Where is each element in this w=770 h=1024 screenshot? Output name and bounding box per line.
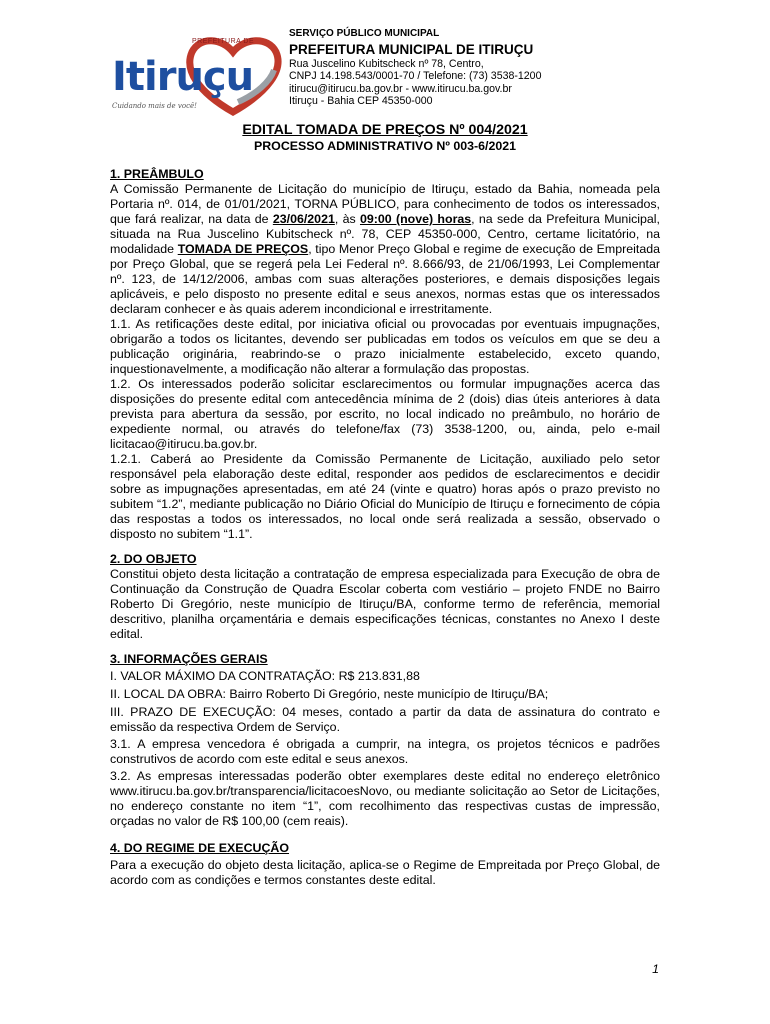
objeto-paragraph: Constitui objeto desta licitação a contratação de empresa especializada para Execução de obra de Continuação da Construção de Quadra Escolar coberta com vestiário – projeto FNDE no Bairro Roberto Di Gregório, neste município de Itiruçu/BA, conforme termo de referência, memorial descritivo, planilha orçamentária e demais especificações técnicas, constantes no Anexo I deste edital. <box>110 567 660 641</box>
item-i: I. VALOR MÁXIMO DA CONTRATAÇÃO: R$ 213.831,88 <box>110 669 420 683</box>
text-span: , às <box>334 212 360 226</box>
cnpj-line: CNPJ 14.198.543/0001-70 / Telefone: (73) 3538-1200 <box>289 70 542 82</box>
item-iii: III. PRAZO DE EXECUÇÃO: 04 meses, contado a partir da data de assinatura do contrato e emissão da respectiva Ordem de Serviço. <box>110 705 660 734</box>
logo-city-name: Itiruçu <box>112 54 254 100</box>
section-heading-objeto: 2. DO OBJETO <box>110 552 197 566</box>
city-cep-line: Itiruçu - Bahia CEP 45350-000 <box>289 95 433 107</box>
item-ii: II. LOCAL DA OBRA: Bairro Roberto Di Gregório, neste município de Itiruçu/BA; <box>110 687 549 701</box>
document-body <box>110 167 660 888</box>
session-time: 09:00 (nove) horas <box>359 212 472 226</box>
text-span: , tipo Menor Preço Global e regime de execução de Empreitada por Preço Global, que se regerá pela Lei Federal nº. 8.666/93, de 21/06/1993, Lei Complementar nº. 123, de 14/12/2006, ambas com suas alterações posteriores, e demais disposições legais aplicáveis, e pelo disposto no presente edital e seus anexos, normas estas que os interessados declaram conhecer e às quais aderem incondicional e irrestritamente. <box>110 242 660 316</box>
modality: TOMADA DE PREÇOS <box>177 242 309 256</box>
address-line: Rua Juscelino Kubitscheck nº 78, Centro, <box>289 57 484 70</box>
document-title: EDITAL TOMADA DE PREÇOS Nº 004/2021 <box>242 122 528 138</box>
letterhead <box>108 26 668 110</box>
regime-paragraph: Para a execução do objeto desta licitação, aplica-se o Regime de Empreitada por Preço Global, de acordo com as condições e termos constantes deste edital. <box>110 858 660 887</box>
logo-slogan: Cuidando mais de você! <box>112 102 197 110</box>
document-subtitle: PROCESSO ADMINISTRATIVO Nº 003-6/2021 <box>253 139 517 153</box>
contact-line: itirucu@itirucu.ba.gov.br - www.itirucu.ba.gov.br <box>289 82 512 95</box>
clause-3-1: 3.1. A empresa vencedora é obrigada a cumprir, na integra, os projetos técnicos e padrões construtivos de acordo com este edital e seus anexos. <box>110 737 660 766</box>
session-date: 23/06/2021 <box>272 212 335 226</box>
text-span: , na sede da Prefeitura Municipal, situada na Rua Juscelino Kubitscheck nº. 78, CEP 45350-000, Centro, certame licitatório, na modalidade <box>110 212 661 256</box>
page-number: 1 <box>652 962 659 976</box>
logo-prefeitura-text: PREFEITURA DE <box>192 38 255 45</box>
text-span: A Comissão Permanente de Licitação do município de Itiruçu, estado da Bahia, nomeada pela Portaria nº. 014, de 01/01/2021, TORNA PÚBLICO, para conhecimento de todos os interessados, que fará realizar, na data de <box>110 182 660 226</box>
letterhead-info <box>289 28 541 108</box>
clause-3-2: 3.2. As empresas interessadas poderão obter exemplares deste edital no endereço eletrônico www.itirucu.ba.gov.br/transparencia/licitacoesNovo, ou mediante solicitação ao Setor de Licitações, no endereço constante no item “1”, com recolhimento das respectivas custas de impressão, orçadas no valor de R$ 100,00 (cem reais). <box>110 769 660 828</box>
section-heading-informacoes: 3. INFORMAÇÕES GERAIS <box>110 652 268 666</box>
service-label: SERVIÇO PÚBLICO MUNICIPAL <box>289 28 440 39</box>
preambulo-paragraph <box>110 182 660 317</box>
clause-1-2: 1.2. Os interessados poderão solicitar esclarecimentos ou formular impugnações acerca das disposições do presente edital com antecedência mínima de 2 (dois) dias úteis anteriores à data prevista para abertura da sessão, por escrito, no local indicado no preâmbulo, no horário de expediente normal, ou através do telefone/fax (73) 3538-1200, ou, ainda, pelo e-mail licitacao@itirucu.ba.gov.br. <box>110 377 660 451</box>
municipality-name: PREFEITURA MUNICIPAL DE ITIRUÇU <box>289 41 534 57</box>
section-heading-regime: 4. DO REGIME DE EXECUÇÃO <box>110 841 290 855</box>
clause-1-2-1: 1.2.1. Caberá ao Presidente da Comissão Permanente de Licitação, auxiliado pelo setor responsável pela elaboração deste edital, responder aos pedidos de esclarecimentos e decidir sobre as impugnações apresentadas, em até 24 (vinte e quatro) horas após o prazo previsto no subitem “1.2”, mediante publicação no Diário Oficial do Município de Itiruçu e fornecimento de cópia das respostas a todos os interessados, no local onde será realizada a sessão, observado o disposto no subitem “1.1”. <box>110 452 660 541</box>
clause-1-1: 1.1. As retificações deste edital, por iniciativa oficial ou provocadas por eventuais impugnações, obrigarão a todos os licitantes, devendo ser publicadas em todos os veículos em que se deu a publicação originária, reabrindo-se o prazo inicialmente estabelecido, exceto quando, inquestionavelmente, a modificação não alterar a formulação das propostas. <box>110 317 660 376</box>
municipality-logo <box>108 32 286 116</box>
section-heading-preambulo: 1. PREÂMBULO <box>110 167 204 181</box>
